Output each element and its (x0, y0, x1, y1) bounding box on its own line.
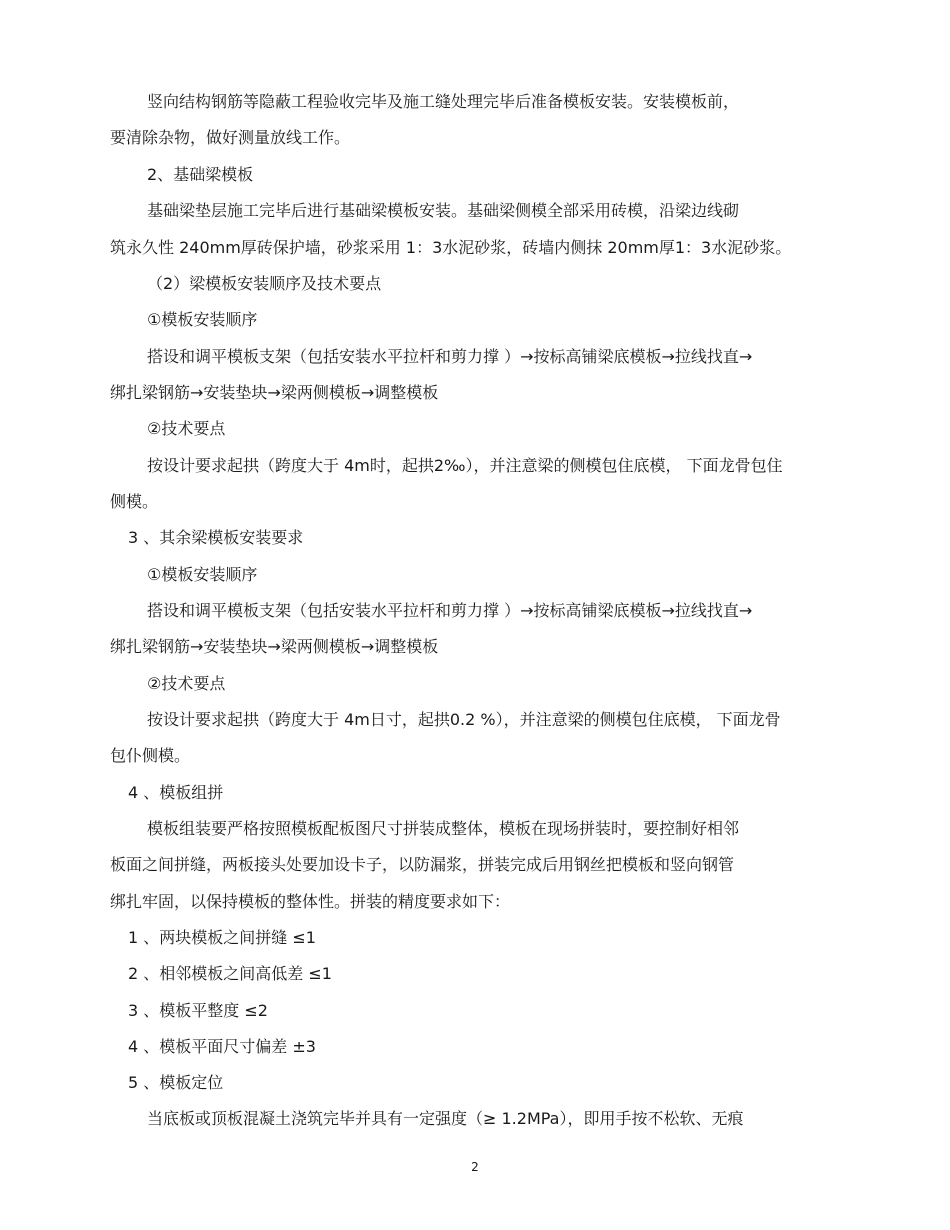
subheading: ②技术要点 (147, 419, 226, 438)
paragraph-line: 筑永久性 240mm厚砖保护墙，砂浆采用 1：3水泥砂浆，砖墙内侧抹 20mm厚1：3水泥砂浆。 (110, 238, 792, 257)
list-item: 2 、相邻模板之间高低差 ≤1 (128, 964, 332, 983)
paragraph-line: 要清除杂物，做好测量放线工作。 (110, 128, 351, 147)
paragraph-line: 竖向结构钢筋等隐蔽工程验收完毕及施工缝处理完毕后准备模板安装。安装模板前， (147, 92, 740, 111)
paragraph-line: 搭设和调平模板支架（包括安装水平拉杆和剪力撑 ）→按标高铺梁底模板→拉线找直→ (147, 601, 753, 620)
paragraph-line: 基础梁垫层施工完毕后进行基础梁模板安装。基础梁侧模全部采用砖模，沿梁边线砌 (147, 201, 740, 220)
paragraph-line: 绑扎梁钢筋→安装垫块→梁两侧模板→调整模板 (110, 637, 439, 656)
paragraph-line: 绑扎梁钢筋→安装垫块→梁两侧模板→调整模板 (110, 383, 439, 402)
list-item: 4 、模板平面尺寸偏差 ±3 (128, 1037, 316, 1056)
subheading: ①模板安装顺序 (147, 310, 258, 329)
paragraph-line: 按设计要求起拱（跨度大于 4m日寸，起拱0.2 %），并注意梁的侧模包住底模， 下面龙骨 (147, 710, 781, 729)
page-number: 2 (471, 1160, 479, 1174)
paragraph-line: 包仆侧模。 (110, 746, 191, 765)
section-heading: 4 、模板组拼 (128, 783, 224, 802)
section-heading: 2、基础梁模板 (147, 165, 254, 184)
section-heading: 5 、模板定位 (128, 1073, 224, 1092)
paragraph-line: 绑扎牢固，以保持模板的整体性。拼装的精度要求如下： (110, 892, 511, 911)
paragraph-line: 按设计要求起拱（跨度大于 4m时，起拱2‰），并注意梁的侧模包住底模， 下面龙骨包住 (147, 456, 783, 475)
section-heading: 3 、其余梁模板安装要求 (128, 528, 304, 547)
paragraph-line: 模板组装要严格按照模板配板图尺寸拼装成整体，模板在现场拼装时，要控制好相邻 (147, 819, 740, 838)
list-item: 3 、模板平整度 ≤2 (128, 1001, 268, 1020)
section-heading: （2）梁模板安装顺序及技术要点 (147, 274, 382, 293)
paragraph-line: 板面之间拼缝，两板接头处要加设卡子，以防漏浆，拼装完成后用钢丝把模板和竖向钢管 (110, 855, 735, 874)
subheading: ②技术要点 (147, 674, 226, 693)
list-item: 1 、两块模板之间拼缝 ≤1 (128, 928, 316, 947)
paragraph-line: 当底板或顶板混凝土浇筑完毕并具有一定强度（≥ 1.2MPa），即用手按不松软、无痕 (147, 1109, 744, 1128)
paragraph-line: 侧模。 (110, 492, 159, 511)
subheading: ①模板安装顺序 (147, 565, 258, 584)
paragraph-line: 搭设和调平模板支架（包括安装水平拉杆和剪力撑 ）→按标高铺梁底模板→拉线找直→ (147, 347, 753, 366)
